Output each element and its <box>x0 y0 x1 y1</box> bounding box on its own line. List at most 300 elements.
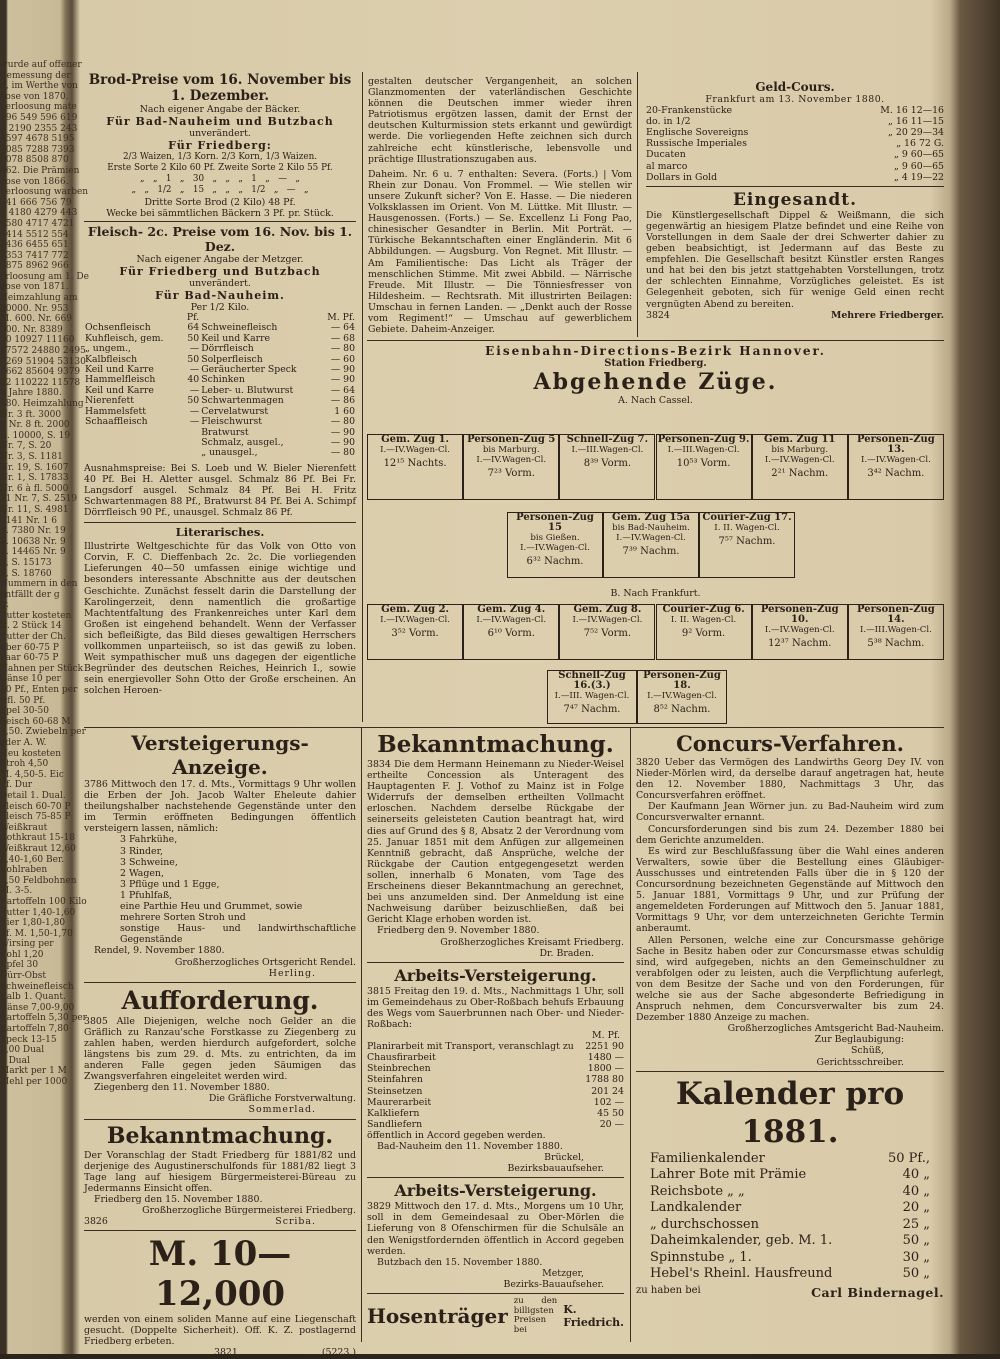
divider <box>84 727 944 728</box>
train-box <box>848 434 944 500</box>
price-cell: Bratwurst <box>201 426 249 438</box>
unit-label: M. Pf. <box>327 312 355 324</box>
fragment-line: ft. 2 Stück 14 <box>0 621 62 632</box>
train-class: I.—IV.Wagen-Cl. <box>380 615 450 625</box>
unit-label: Pf. <box>186 312 200 324</box>
aufforderung-title: Aufforderung. <box>121 985 319 1015</box>
price-row <box>84 417 356 427</box>
auction-item: 1 Pfuhlfaß, <box>120 889 173 901</box>
work-name: Maurerarbeit <box>367 1096 432 1108</box>
train-class: I.—IV.Wagen-Cl. <box>647 691 717 701</box>
work-name: Kalkliefern <box>367 1107 420 1119</box>
train-via: bis Bad-Nauheim. <box>612 523 690 533</box>
calendar-row <box>650 1184 930 1201</box>
train-time <box>849 639 943 649</box>
concurs-sign: Schüß, <box>851 1045 884 1057</box>
hosen-big: Hosenträger <box>367 1304 508 1329</box>
m10-number: 3821 <box>214 1347 238 1359</box>
fleisch-towns: Für Friedberg und Butzbach <box>119 264 321 278</box>
train-name: Gem. Zug 11 <box>764 434 836 445</box>
fragment-line: fleisch 60-68 M <box>0 716 71 727</box>
fragment-line: 7085 7288 7393 <box>0 144 75 155</box>
lit-title: Literarisches. <box>175 525 265 540</box>
geld-value: M. 16 12—16 <box>880 105 944 117</box>
fragment-line: 6436 6455 651 <box>0 240 69 251</box>
train-hour: 9² <box>681 628 696 639</box>
train-box <box>637 670 727 724</box>
price-cell: Ochsenfleisch <box>85 322 151 334</box>
fragment-line: Pf. M. 1,50-1,70 <box>0 928 73 939</box>
calendar-name: Spinnstube „ 1. <box>650 1249 752 1265</box>
calendar-price: 40 „ <box>902 1183 930 1199</box>
train-name: Schnell-Zug 7. <box>566 434 649 445</box>
fragment-line: Butter 1,40-1,60 <box>0 907 76 918</box>
fragment-line: 9, S. 18760 <box>0 568 52 579</box>
aufforderung-text: 3805 Alle Diejenigen, welche noch Gelder an die Gräflich zu Ranzau'sche Forstkasse zu Ziegenberg zu zahlen haben, werden hierdurch aufgefordert, solche längstens bis zum 29. d. Mts. zu entrichten, da im anderen Falle gegen jeden Säumigen das Zwangsverfahren eingeleitet werden wird. <box>84 1015 356 1083</box>
fragment-line: Gänse 7,00-9,00 <box>0 1002 75 1013</box>
fragment-line: Weißkraut <box>0 822 48 833</box>
arbeit1-after: öffentlich in Accord gegeben werden. <box>367 1129 546 1141</box>
eisenbahn-title: Eisenbahn-Directions-Bezirk Hannover. <box>485 344 826 358</box>
arbeit1-place: Bad-Nauheim den 11. November 1880. <box>377 1141 563 1152</box>
fragment-line: Nr. 6 à fl. 5000 <box>0 483 69 494</box>
bek-mid-title: Bekanntmachung. <box>377 731 614 758</box>
divider <box>84 1119 356 1120</box>
fragment-line: entfällt der g <box>0 589 60 600</box>
train-name: Personen-Zug 10. <box>760 604 839 625</box>
train-time <box>753 469 847 479</box>
work-value: 45 50 <box>597 1107 624 1119</box>
fragment-line: 8, S. 15173 <box>0 557 52 568</box>
fragment-line: n Jahre 1880. <box>0 388 62 399</box>
divider <box>646 186 944 187</box>
hosen-small: zu den billigsten Preisen bei <box>513 1296 558 1335</box>
versteigerung-title: Versteigerungs-Anzeige. <box>131 731 309 779</box>
geld-value: „ 20 29—34 <box>888 127 944 139</box>
geld-name: Dollars in Gold <box>646 171 718 183</box>
fragment-line: 8078 8508 870 <box>0 155 69 166</box>
bottom-left-column <box>84 731 356 1359</box>
m10-big: M. 10—12,000 <box>148 1234 292 1315</box>
train-via: bis Marburg. <box>771 445 829 455</box>
fragment-line: oose von 1866. <box>0 176 69 187</box>
bek-left-sign: Scriba. <box>275 1216 316 1228</box>
eingesandt-text: Die Künstlergesellschaft Dippel & Weißmann, die sich gegenwärtig an hiesigem Platze befindet und eine Reihe von Vorstellungen in dem Saale der drei Schwerter dahier zu geben beabsichtigt, ist Jedermann auf das Beste zu empfehlen. Die Gesellschaft besitzt Künstler ersten Ranges und hat bei den bis jetzt stattgehabten Vorstellungen, trotz der schlechten Einnahme, Vorzügliches geleistet. Es ist Gelegenheit geboten, sich für wenige Geld einen recht vergnügten Abend zu bereiten. <box>646 209 944 310</box>
brod-line: Wecke bei sämmtlichen Bäckern 3 Pf. pr. Stück. <box>106 207 334 219</box>
calendar-row <box>650 1217 930 1234</box>
brod-sub: Nach eigener Angabe der Bäcker. <box>139 104 301 115</box>
price-cell: — 80 <box>330 416 355 428</box>
aufforderung-sign: Die Gräfliche Forstverwaltung. <box>208 1093 356 1105</box>
fragment-line: Nr. 11, S. 4981 <box>0 504 69 515</box>
train-box <box>559 604 655 660</box>
price-cell: „ ungem., <box>85 343 131 355</box>
price-cell: — 64 <box>330 384 355 396</box>
calendar-price: 20 „ <box>902 1200 930 1216</box>
work-name: Chausfirarbeit <box>367 1052 436 1064</box>
bek-mid-sign: Großherzogliches Kreisamt Friedberg. <box>440 936 624 948</box>
train-class: I.—III.Wagen-Cl. <box>571 445 644 455</box>
work-value: 20 — <box>599 1118 624 1130</box>
train-daypart: Nachm. <box>791 638 832 649</box>
train-class: I.—IV.Wagen-Cl. <box>860 455 931 465</box>
train-class: I.—IV.Wagen-Cl. <box>520 543 590 553</box>
train-box <box>507 512 603 578</box>
train-time <box>560 629 654 639</box>
train-class: I.—IV.Wagen-Cl. <box>380 445 450 455</box>
fragment-line: 4,50. Zwiebeln per <box>0 727 86 738</box>
bottom-right-column <box>636 731 944 1300</box>
train-class: I.—IV.Wagen-Cl. <box>764 625 835 635</box>
train-daypart: Nachm. <box>736 536 776 547</box>
eisenbahn-dir-a: A. Nach Cassel. <box>618 395 693 407</box>
fragment-line: 4 2190 2355 243 <box>0 123 78 134</box>
eisenbahn-station: Station Friedberg. <box>604 358 707 369</box>
fragment-line: Fleisch 75-85 P <box>0 812 71 823</box>
brod-line: Erste Sorte 2 Kilo 60 Pf. Zweite Sorte 2 Kilo 55 Pf. <box>107 163 333 174</box>
fragment-line: 30000. Nr. 953 <box>0 303 69 314</box>
work-row <box>367 1086 624 1097</box>
newspaper-page <box>84 72 944 1359</box>
train-hour: 8³⁹ <box>583 458 602 469</box>
fragment-line: Gänse 10 per <box>0 674 61 685</box>
concurs-text: 3820 Ueber das Vermögen des Landwirths Georg Dey IV. von Nieder-Mörlen wird, da derselbe darauf angetragen hat, heute den 12. November 1880, Nachmittags 3 Uhr, das Concursverfahren eröffnet. <box>636 757 944 802</box>
geld-value: „ 16 72 G. <box>896 138 944 150</box>
price-cell: — 90 <box>330 426 355 438</box>
brod-unchanged: unverändert. <box>189 128 251 140</box>
train-time <box>700 537 794 547</box>
geld-row <box>646 127 944 138</box>
train-box <box>367 434 463 500</box>
fragment-line: S. 10638 Nr. 9 <box>0 536 66 547</box>
train-time <box>464 629 558 639</box>
fragment-line: Pf. Dur <box>0 780 33 791</box>
train-name: Courier-Zug 6. <box>662 604 745 615</box>
versteigerung-place: Rendel, 9. November 1880. <box>94 945 225 957</box>
price-cell: Keil und Karre <box>201 332 271 344</box>
price-cell: Leber- u. Blutwurst <box>201 384 294 396</box>
eingesandt-sign: Mehrere Friedberger. <box>830 309 944 321</box>
divider <box>367 340 944 341</box>
price-cell: — <box>189 405 200 417</box>
divider <box>84 522 356 523</box>
train-time <box>657 459 751 469</box>
concurs-text: Es wird zur Beschlußfassung über die Wahl eines anderen Verwalters, sowie über die Bestellung eines Gläubiger-Ausschusses und eintretenden Falls über die in § 120 der Concursordnung bezeichneten Gegenstände auf Mittwoch den 5. Januar 1881, Vormittags 9 Uhr, und zur Prüfung der angemeldeten Forderungen auf Mittwoch den 5. Januar 1881, Vormittags 9 Uhr, vor dem unterzeichneten Gerichte Termin anberaumt. <box>636 845 944 935</box>
train-time <box>604 547 698 557</box>
calendar-row <box>650 1233 930 1250</box>
bek-mid-place: Friedberg den 9. November 1880. <box>377 925 540 937</box>
calendar-name: Landkalender <box>650 1200 742 1216</box>
price-cell: Hammelsfett <box>85 405 146 417</box>
price-row <box>84 448 356 458</box>
fragment-line: oder A. W. <box>0 738 47 748</box>
geld-name: Englische Sovereigns <box>646 127 749 139</box>
fragment-line: Apfel 30 <box>0 960 39 971</box>
calendar-name: Daheimkalender, geb. M. 1. <box>650 1233 833 1249</box>
bek-left-number: 3826 <box>84 1216 108 1228</box>
train-box <box>367 604 463 660</box>
fragment-line: Verloosung mate <box>0 102 77 113</box>
fragment-line: Speck 13-15 <box>0 1034 57 1045</box>
fragment-line: Wirsing per <box>0 939 54 950</box>
middle-text: gestalten deutscher Vergangenheit, an solchen Glanzmomenten der vaterländischen Geschichte können die Deutschen immer wieder ihren Patriotismus ergötzen lassen, damit der Ernst der deutschen Kulturmission stets erkannt und gewürdigt werde. Die vorliegenden Hefte zeichnen sich durch zahlreiche echt künstlerische, lebensvolle und prächtige Illustrationszugaben aus. <box>368 76 632 165</box>
aufforderung-place: Ziegenberg den 11. November 1880. <box>94 1082 270 1094</box>
fragment-line: 5414 5512 554 <box>0 229 69 240</box>
bek-mid-text: 3834 Die dem Hermann Heinemann zu Nieder-Weisel ertheilte Concession als Unteragent des Hauptagenten F. J. Vothof zu Mainz ist in Folge Widerrufs der demselben ertheilten Vollmacht erloschen. Nachdem derselbe Rückgabe der seinerseits geleisteten Caution beantragt hat, wird dies auf Grund des § 8, Absatz 2 der Verordnung vom 25. Januar 1851 mit dem Anfügen zur allgemeinen Kenntniß gebracht, daß Ansprüche, welche der Rückgabe der Caution entgegengesetzt werden sollen, innerhalb 6 Monaten, vom Tage des Erscheinens dieser Bekanntmachung an gerechnet, bei uns anzumelden sind. Der Anmeldung ist eine Nachweisung darüber beizuschließen, daß bei Gericht Klage erhoben worden ist. <box>367 759 624 926</box>
train-time <box>464 469 558 479</box>
divider <box>367 1293 624 1294</box>
train-hour: 2²¹ <box>771 468 789 479</box>
divider <box>84 221 356 222</box>
auction-item: 3 Schweine, <box>120 856 178 868</box>
train-name: Personen-Zug 14. <box>857 604 935 625</box>
fragment-line: 0662 85604 9379 <box>0 367 81 378</box>
train-daypart: Nachm. <box>671 704 711 715</box>
fragment-line: Verloosung warben <box>0 187 89 198</box>
price-cell: — <box>189 384 200 396</box>
price-cell: 1 60 <box>334 405 355 417</box>
price-cell <box>183 428 201 438</box>
train-class: I.—IV.Wagen-Cl. <box>572 615 643 625</box>
fragment-line: Heimzahlung am <box>0 293 78 304</box>
fragment-line: 1 4180 4279 443 <box>0 208 78 219</box>
geld-name: do. in 1/2 <box>646 116 691 128</box>
fragment-line: Kartoffeln 100 Kilo <box>0 896 87 907</box>
price-cell: — 80 <box>330 343 355 355</box>
train-daypart: Nachm. <box>788 468 829 479</box>
price-cell: Cervelatwurst <box>201 405 269 417</box>
train-hour: 3⁵² <box>391 628 409 639</box>
price-cell: Fleischwurst <box>201 416 262 428</box>
price-cell: 50 <box>187 395 200 407</box>
fragment-line: über 60-75 P <box>0 642 59 653</box>
arbeit1-table <box>367 1041 624 1130</box>
train-time <box>849 469 943 479</box>
fragment-line: 4580 4717 4721 <box>0 218 75 229</box>
train-daypart: Nachm. <box>544 556 584 567</box>
fragment-line: Kohl 1,20 <box>0 949 44 960</box>
train-name: Gem. Zug 2. <box>381 604 450 615</box>
train-time <box>657 629 751 639</box>
fragment-line: wurde auf offener <box>0 60 82 70</box>
brod-line: Dritte Sorte Brod (2 Kilo) 48 Pf. <box>144 196 296 208</box>
geld-name: Russische Imperiales <box>646 138 747 150</box>
train-daypart: Vorm. <box>601 628 632 639</box>
arbeit2-sign: Bezirks-Bauaufseher. <box>503 1278 604 1290</box>
fragment-line: erloosung am 1. De <box>0 271 89 282</box>
divider <box>84 1230 356 1231</box>
fragment-line: Schweinefleisch <box>0 981 74 992</box>
work-row <box>367 1063 624 1074</box>
fragment-line: 71 Nr. 7, S. 2519 <box>0 494 78 505</box>
train-box <box>656 434 752 500</box>
work-row <box>367 1108 624 1119</box>
left-page-fragment <box>0 60 89 1350</box>
geld-value: „ 9 60—65 <box>893 160 944 172</box>
fragment-line: Dürr-Obst <box>0 971 47 982</box>
concurs-text: Der Kaufmann Jean Wörner jun. zu Bad-Nauheim wird zum Concursverwalter ernannt. <box>636 801 944 824</box>
brod-towns: Für Bad-Nauheim und Butzbach <box>106 115 334 129</box>
fragment-line: Kalb 1. Quant. <box>0 992 66 1003</box>
brod-line: „ „ 1/2 „ 15 „ „ „ 1/2 „ — „ <box>131 185 309 196</box>
fragment-line: Kartoffeln 5,30 per <box>0 1013 87 1024</box>
kalender-title: Kalender pro 1881. <box>675 1075 905 1150</box>
train-daypart: Vorm. <box>601 458 632 469</box>
train-hour: 12³⁷ <box>768 638 792 649</box>
price-cell: Hammelfleisch <box>85 374 156 386</box>
train-box <box>848 604 944 660</box>
fragment-line: 7353 7417 772 <box>0 250 69 261</box>
fragment-line: S. 7380 Nr. 19 <box>0 526 66 537</box>
brod-line: 2/3 Waizen, 1/3 Korn. 2/3 Korn, 1/3 Waizen. <box>122 152 318 163</box>
fragment-line: 8 Nr. 8 ft. 2000 <box>0 420 70 431</box>
calendar-price: 50 „ <box>902 1233 930 1249</box>
arbeit2-text: 3829 Mittwoch den 17. d. Mts., Morgens um 10 Uhr, soll in dem Gemeindesaal zu Ober-Mörlen die Lieferung von 8 Ofenschirmen für die Schulsäle an den Wenigstfordernden öffentlich in Accord gegeben werden. <box>367 1201 624 1257</box>
fragment-line: 1 Dual <box>0 1055 30 1066</box>
eingesandt-title: Eingesandt. <box>732 189 858 210</box>
fragment-line: Weißkraut 12,60 <box>0 843 76 854</box>
fragment-line: Stroh 4,50 <box>0 759 49 770</box>
lit-text: Illustrirte Weltgeschichte für das Volk von Otto von Corvin, F. C. Dieffenbach 2c. 2c. Die vorliegenden Lieferungen 40—50 umfassen einige wichtige und besonders interessante Abschnitte aus der deutschen Geschichte. Zunächst fesselt darin die Darstellung der Karolingerzeit, denn namentlich die großartige Machtentfaltung des Frankenreiches unter Karl dem Großen ist eingehend behandelt. Wenn der Verfasser sich befleißigte, das Bild dieses gewaltigen Herrschers vollkommen unparteiisch, so ist das gewiß zu loben. Weit sympathischer muß uns dagegen der eigentliche Begründer des deutschen Reiches, Heinrich I., sowie sein energievoller Sohn Otto der Große erscheinen. An solchen Heroen- <box>84 541 356 697</box>
fragment-line: Markt per 1 M <box>0 1066 67 1077</box>
train-hour: 7⁴⁷ <box>563 704 582 715</box>
column-rule <box>362 72 363 722</box>
train-class: I.—IV.Wagen-Cl. <box>764 455 835 465</box>
geld-row <box>646 116 944 127</box>
column-right <box>646 80 944 321</box>
train-class: I. II. Wagen-Cl. <box>714 523 780 533</box>
train-daypart: Vorm. <box>695 628 726 639</box>
fragment-line: Kohlraben <box>0 865 48 876</box>
work-value: 1788 80 <box>585 1074 624 1086</box>
brod-line: „ „ 1 „ 30 „ „ „ 1 „ — „ <box>140 174 300 185</box>
geld-row <box>646 138 944 149</box>
train-time <box>368 459 462 469</box>
auction-item: 3 Rinder, <box>120 845 164 857</box>
train-box <box>559 434 655 500</box>
geld-name: al marco <box>646 160 688 172</box>
calendar-name: Familienkalender <box>650 1150 765 1166</box>
geld-name: 20-Frankenstücke <box>646 105 733 117</box>
geld-sub: Frankfurt am 13. November 1880. <box>705 94 885 105</box>
work-name: Steinbrechen <box>367 1063 431 1075</box>
fragment-line: Spel 30-50 <box>0 706 49 717</box>
work-value: 102 — <box>593 1096 624 1108</box>
divider <box>636 1071 944 1072</box>
train-daypart: Vorm. <box>408 628 439 639</box>
calendar-name: Reichsbote „ „ <box>650 1183 745 1199</box>
fragment-line: Dfl. 50 Pf. <box>0 695 46 706</box>
fragment-line: Paar 60-75 P <box>0 653 59 664</box>
train-daypart: Nachm. <box>884 468 925 479</box>
arbeit2-sign: Metzger, <box>542 1267 584 1279</box>
train-box <box>603 512 699 578</box>
fragment-line: Fleisch 60-70 P <box>0 801 71 812</box>
price-cell: 40 <box>187 374 200 386</box>
price-cell: — 64 <box>330 322 355 334</box>
geld-value: „ 9 60—65 <box>893 149 944 161</box>
train-class: I.—IV.Wagen-Cl. <box>476 455 547 465</box>
fragment-line: oose von 1870. <box>0 91 69 102</box>
train-class: I.—IV.Wagen-Cl. <box>476 615 547 625</box>
fragment-line: Nummern in den <box>0 579 78 590</box>
geld-table <box>646 105 944 183</box>
train-hour: 5³⁸ <box>867 638 885 649</box>
train-via: bis Gießen. <box>530 533 580 543</box>
train-name: Personen-Zug 13. <box>857 434 935 455</box>
train-name: Personen-Zug 18. <box>643 670 721 691</box>
train-time <box>548 705 636 715</box>
divider <box>84 982 356 983</box>
train-via: bis Marburg. <box>482 445 540 455</box>
train-daypart: Nachm. <box>640 546 680 557</box>
fragment-line: oose von 1871. <box>0 282 69 293</box>
bek-left-sign: Großherzogliche Bürgermeisterei Friedberg. <box>142 1205 356 1216</box>
work-name: Planirarbeit mit Transport, veranschlagt zu <box>367 1041 574 1053</box>
fleisch-sub: Nach eigener Angabe der Metzger. <box>136 253 304 265</box>
concurs-title: Concurs-Verfahren. <box>676 731 904 756</box>
fragment-line: 3,50 Feldbohnen <box>0 875 77 886</box>
arbeit1-sign: Brückel, <box>544 1152 584 1164</box>
price-cell: — 90 <box>330 436 355 448</box>
train-name: Gem. Zug 8. <box>573 604 642 615</box>
price-cell: 50 <box>187 353 200 365</box>
fragment-line: 6141 Nr. 1 6 <box>0 515 57 526</box>
railway-block <box>367 344 944 406</box>
fragment-line: 8875 8962 966 <box>0 261 69 272</box>
fragment-line: Nr. 7, S. 20 <box>0 441 52 452</box>
hosen-ad <box>367 1297 624 1335</box>
fleisch-unchanged: unverändert. <box>189 277 251 289</box>
price-cell: Schwartenmagen <box>201 395 284 407</box>
price-cell: Geräucherter Speck <box>201 364 297 376</box>
fragment-line: 496 549 596 619 <box>0 112 78 123</box>
calendar-name: Lahrer Bote mit Prämie <box>650 1167 807 1183</box>
versteigerung-intro: 3786 Mittwoch den 17. d. Mts., Vormittags 9 Uhr wollen die Erben der Joh. Jacob Walter Eheleute dahier theilungshalber nachstehende Gegenstände unter den im Termin eröffneten Bedingungen öffentlich versteigern lassen, nämlich: <box>84 779 356 835</box>
work-value: 2251 90 <box>585 1041 624 1053</box>
train-name: Schnell-Zug 16.(3.) <box>558 670 626 691</box>
fragment-line: 341 666 756 79 <box>0 197 72 208</box>
kalender-table <box>636 1151 944 1283</box>
aufforderung-sign: Sommerlad. <box>248 1104 316 1116</box>
geld-value: „ 4 19—22 <box>893 171 944 183</box>
geld-row <box>646 105 944 116</box>
work-value: 201 24 <box>591 1085 624 1097</box>
eisenbahn-dir-b: B. Nach Frankfurt. <box>610 588 701 599</box>
train-hour: 7²³ <box>487 468 506 479</box>
fleisch-nauheim: Für Bad-Nauheim. <box>155 288 285 302</box>
train-time <box>560 459 654 469</box>
auction-item: 3 Pflüge und 1 Egge, <box>120 878 220 890</box>
kalender-foot: zu haben bei <box>636 1284 701 1296</box>
fragment-line: M. 3-5. <box>0 886 33 897</box>
brod-friedberg: Für Friedberg: <box>168 139 272 153</box>
calendar-row <box>650 1151 930 1168</box>
calendar-price: 25 „ <box>902 1216 930 1232</box>
calendar-price: 30 „ <box>902 1249 930 1265</box>
train-name: Gem. Zug 15a <box>612 512 690 523</box>
train-hour: 8⁵² <box>653 704 672 715</box>
train-box <box>752 434 848 500</box>
work-value: 1800 — <box>587 1063 624 1075</box>
column-left <box>84 72 356 697</box>
brod-title: Brod-Preise vom 16. November bis 1. Dezember. <box>88 72 352 104</box>
train-class: I. II. Wagen-Cl. <box>670 615 737 625</box>
train-time <box>753 639 847 649</box>
work-row <box>367 1052 624 1063</box>
fragment-line: Kartoffeln 7,80 <box>0 1024 69 1035</box>
train-class: I.—III.Wagen-Cl. <box>859 625 932 635</box>
